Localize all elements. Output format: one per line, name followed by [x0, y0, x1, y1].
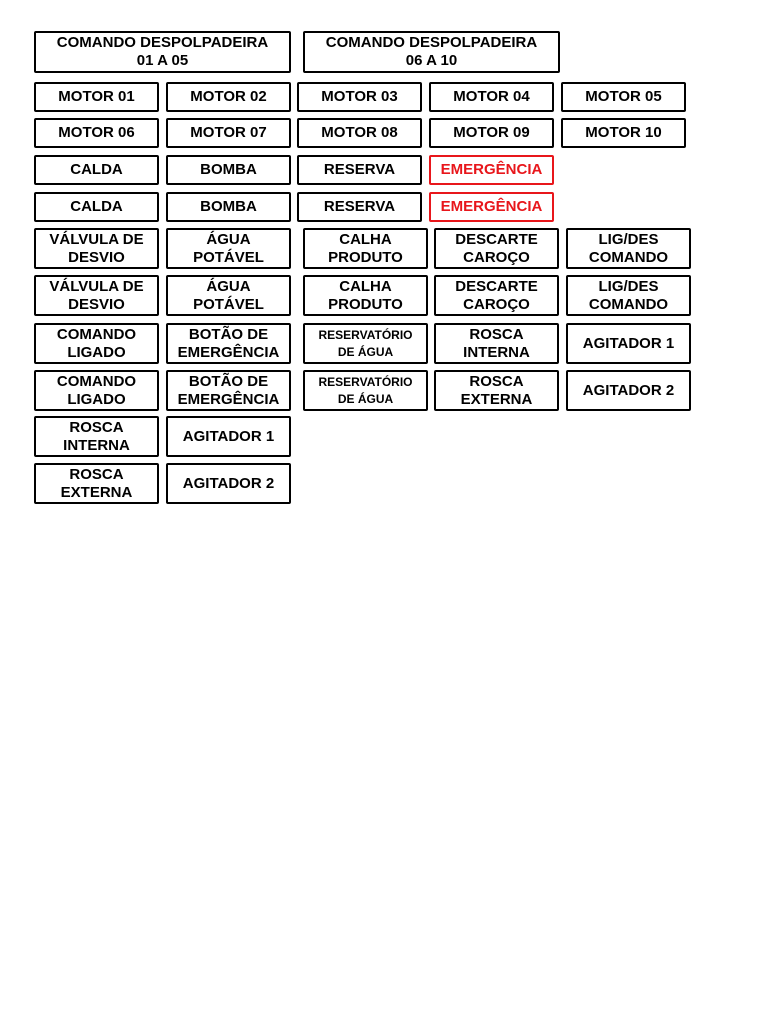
motor-06-label: MOTOR 06	[34, 118, 159, 148]
comando-ligado-label: COMANDO LIGADO	[34, 370, 159, 411]
valvula-desvio-label: VÁLVULA DE DESVIO	[34, 228, 159, 269]
rosca-externa-label: ROSCA EXTERNA	[34, 463, 159, 504]
motor-09-label: MOTOR 09	[429, 118, 554, 148]
reservatorio-agua-label: RESERVATÓRIO DE ÁGUA	[303, 370, 428, 411]
motor-10-label: MOTOR 10	[561, 118, 686, 148]
calha-produto-label: CALHA PRODUTO	[303, 228, 428, 269]
agua-potavel-label: ÁGUA POTÁVEL	[166, 275, 291, 316]
comando-ligado-label: COMANDO LIGADO	[34, 323, 159, 364]
descarte-caroco-label: DESCARTE CAROÇO	[434, 228, 559, 269]
motor-01-label: MOTOR 01	[34, 82, 159, 112]
emergencia-label: EMERGÊNCIA	[429, 155, 554, 185]
comando-despolpadeira-01-05-label: COMANDO DESPOLPADEIRA 01 A 05	[34, 31, 291, 73]
motor-08-label: MOTOR 08	[297, 118, 422, 148]
bomba-label: BOMBA	[166, 192, 291, 222]
agitador-1-label: AGITADOR 1	[566, 323, 691, 364]
agua-potavel-label: ÁGUA POTÁVEL	[166, 228, 291, 269]
calda-label: CALDA	[34, 192, 159, 222]
bomba-label: BOMBA	[166, 155, 291, 185]
motor-03-label: MOTOR 03	[297, 82, 422, 112]
calha-produto-label: CALHA PRODUTO	[303, 275, 428, 316]
lig-des-comando-label: LIG/DES COMANDO	[566, 275, 691, 316]
rosca-interna-label: ROSCA INTERNA	[34, 416, 159, 457]
comando-despolpadeira-06-10-label: COMANDO DESPOLPADEIRA 06 A 10	[303, 31, 560, 73]
lig-des-comando-label: LIG/DES COMANDO	[566, 228, 691, 269]
motor-07-label: MOTOR 07	[166, 118, 291, 148]
motor-04-label: MOTOR 04	[429, 82, 554, 112]
descarte-caroco-label: DESCARTE CAROÇO	[434, 275, 559, 316]
rosca-interna-label: ROSCA INTERNA	[434, 323, 559, 364]
reservatorio-agua-label: RESERVATÓRIO DE ÁGUA	[303, 323, 428, 364]
agitador-1-label: AGITADOR 1	[166, 416, 291, 457]
calda-label: CALDA	[34, 155, 159, 185]
botao-emergencia-label: BOTÃO DE EMERGÊNCIA	[166, 323, 291, 364]
reserva-label: RESERVA	[297, 192, 422, 222]
agitador-2-label: AGITADOR 2	[166, 463, 291, 504]
motor-02-label: MOTOR 02	[166, 82, 291, 112]
botao-emergencia-label: BOTÃO DE EMERGÊNCIA	[166, 370, 291, 411]
agitador-2-label: AGITADOR 2	[566, 370, 691, 411]
motor-05-label: MOTOR 05	[561, 82, 686, 112]
rosca-externa-label: ROSCA EXTERNA	[434, 370, 559, 411]
valvula-desvio-label: VÁLVULA DE DESVIO	[34, 275, 159, 316]
emergencia-label: EMERGÊNCIA	[429, 192, 554, 222]
reserva-label: RESERVA	[297, 155, 422, 185]
